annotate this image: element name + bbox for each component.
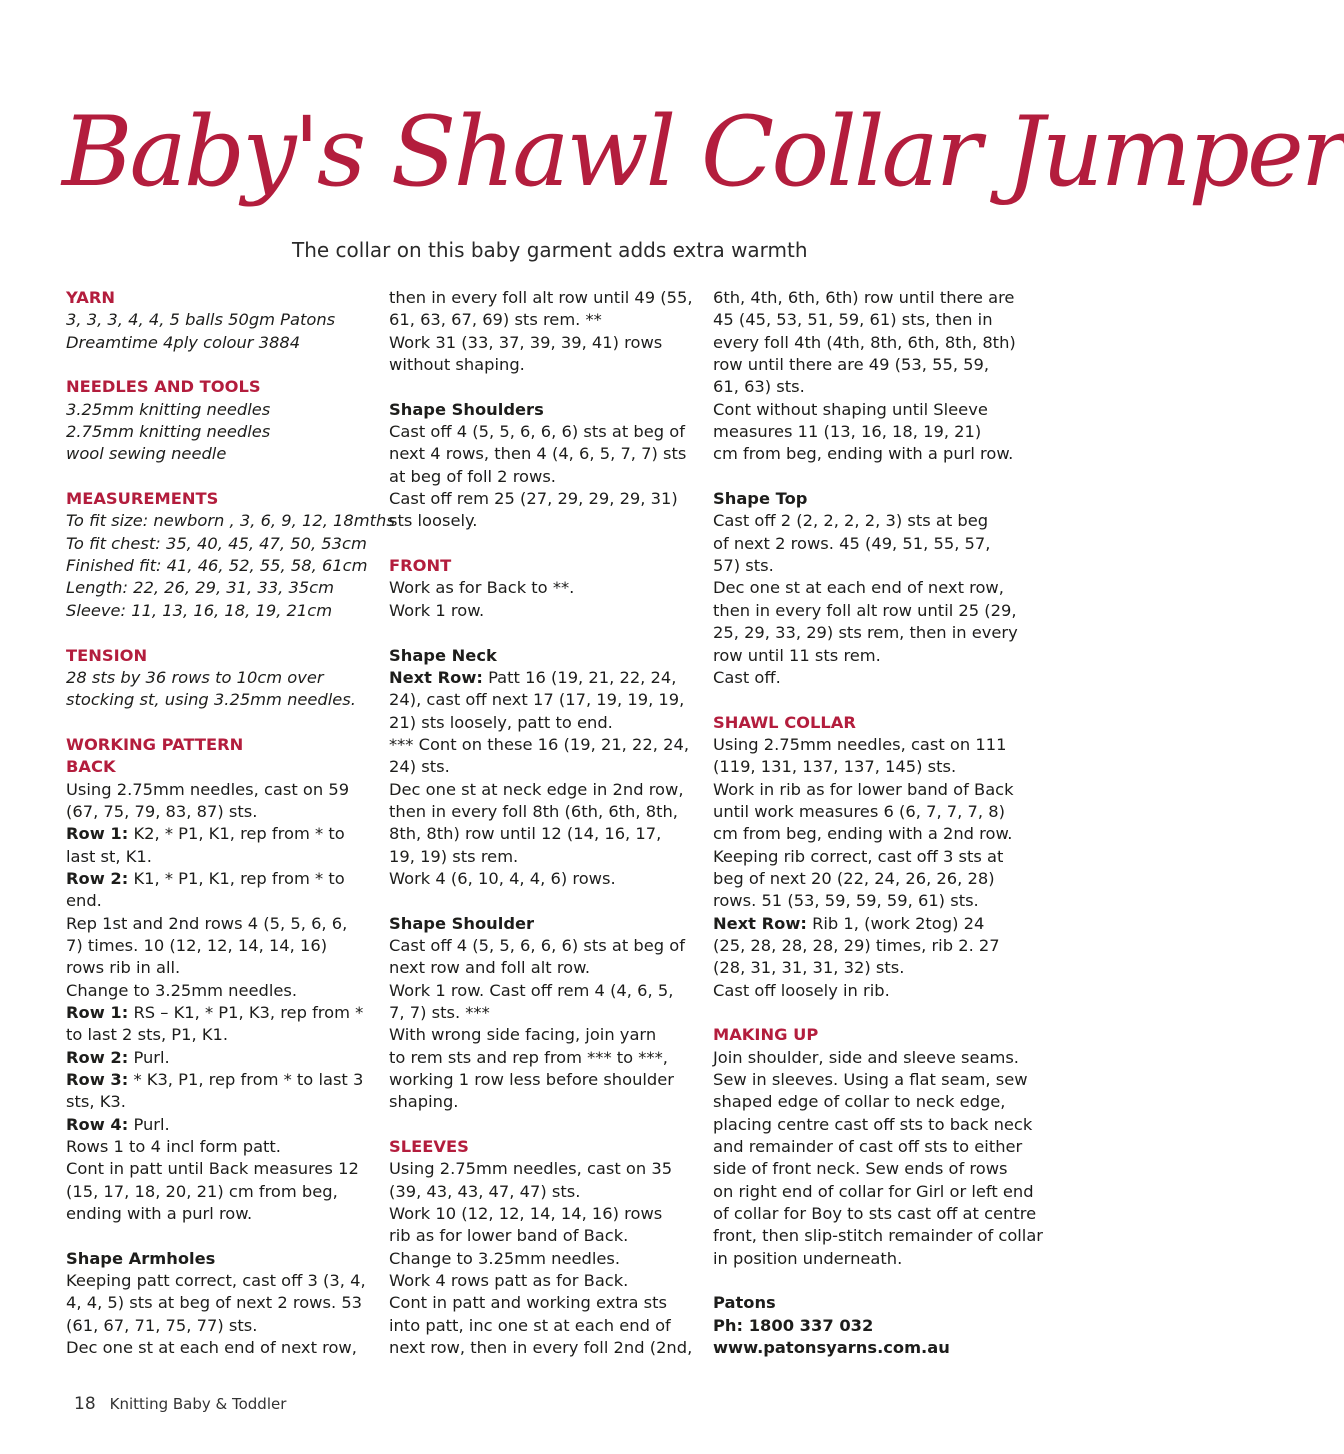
yarn-line: Dreamtime 4ply colour 3884 [66,332,301,352]
column-2 [389,287,704,1360]
needles-line: wool sewing needle [66,444,227,464]
row-label: Row 1: [66,1003,129,1022]
pattern-line: ending with a purl row. [66,1204,253,1224]
yarn-line: 3, 3, 3, 4, 4, 5 balls 50gm Patons [66,310,336,330]
page-footer [74,1394,286,1414]
pattern-line: without shaping. [389,355,525,375]
pattern-line: 7) times. 10 (12, 12, 14, 14, 16) [66,935,328,955]
row-text: K2, * P1, K1, rep from * to [128,824,345,844]
row-label: Next Row: [389,667,483,687]
working-pattern-section [66,734,386,1226]
tension-heading: TENSION [66,645,148,665]
pattern-line [66,868,386,890]
pattern-line: Work 10 (12, 12, 14, 14, 16) rows [389,1204,663,1224]
pattern-line: (39, 43, 43, 47, 47) sts. [389,1181,581,1201]
pattern-line [66,823,386,845]
pattern-line: (61, 67, 71, 75, 77) sts. [66,1315,258,1335]
pattern-line: 21) sts loosely, patt to end. [389,712,613,732]
pattern-line: row until there are 49 (53, 55, 59, [713,355,990,375]
pattern-line: into patt, inc one st at each end of [389,1315,671,1335]
pattern-line: Cont in patt until Back measures 12 [66,1159,359,1179]
pattern-line: 25, 29, 33, 29) sts rem, then in every [713,623,1018,643]
measurements-section [66,488,395,622]
tension-line: stocking st, using 3.25mm needles. [66,690,356,710]
pattern-line: Sew in sleeves. Using a flat seam, sew [713,1070,1028,1090]
shape-top-heading: Shape Top [713,489,808,509]
yarn-section [66,287,386,354]
pattern-line [66,1114,386,1136]
pattern-line: next 4 rows, then 4 (4, 6, 5, 7, 7) sts [389,444,687,464]
pattern-line: Join shoulder, side and sleeve seams. [713,1047,1019,1067]
pattern-line: Using 2.75mm needles, cast on 111 [713,734,1007,754]
pattern-line: every foll 4th (4th, 8th, 6th, 8th, 8th) [713,332,1016,352]
pattern-line: working 1 row less before shoulder [389,1070,674,1090]
pattern-line: Work in rib as for lower band of Back [713,779,1014,799]
measurements-line: Length: 22, 26, 29, 31, 33, 35cm [66,578,334,598]
pattern-line: Keeping patt correct, cast off 3 (3, 4, [66,1271,366,1291]
pattern-line: Rows 1 to 4 incl form patt. [66,1137,281,1157]
sleeves-heading: SLEEVES [389,1137,469,1157]
pattern-line: 4, 4, 5) sts at beg of next 2 rows. 53 [66,1293,363,1313]
pattern-line: rows. 51 (53, 59, 59, 59, 61) sts. [713,891,979,911]
pattern-line: side of front neck. Sew ends of rows [713,1159,1008,1179]
pattern-line: rows rib in all. [66,958,181,978]
pattern-line: sts, K3. [66,1092,126,1112]
pattern-line: cm from beg, ending with a 2nd row. [713,824,1013,844]
needles-line: 3.25mm knitting needles [66,399,271,419]
shape-shoulders-heading: Shape Shoulders [389,399,544,419]
pattern-line: on right end of collar for Girl or left end [713,1181,1034,1201]
pattern-line: 6th, 4th, 6th, 6th) row until there are [713,288,1015,307]
pattern-line: and remainder of cast off sts to either [713,1137,1023,1157]
pattern-line: Dec one st at each end of next row, [713,578,1004,598]
shape-shoulder-heading: Shape Shoulder [389,913,535,933]
front-heading: FRONT [389,556,452,576]
shape-neck-section [389,645,704,891]
pattern-line: next row, then in every foll 2nd (2nd, [389,1338,693,1358]
pattern-line: 8th, 8th) row until 12 (14, 16, 17, [389,824,662,844]
contact-section [713,1292,1028,1359]
tension-line: 28 sts by 36 rows to 10cm over [66,667,324,687]
shape-shoulders-section [389,399,704,533]
pattern-line: end. [66,891,102,911]
pattern-line: measures 11 (13, 16, 18, 19, 21) [713,422,982,442]
sleeves-continued [713,287,1028,466]
pattern-line: then in every foll 8th (6th, 6th, 8th, [389,801,678,821]
row-label: Row 3: [66,1070,129,1090]
measurements-line: To fit size: newborn , 3, 6, 9, 12, 18mths [66,511,395,531]
page-number: 18 [74,1394,96,1414]
pattern-line: 7, 7) sts. *** [389,1003,490,1022]
pattern-line: in position underneath. [713,1248,903,1268]
tension-section [66,645,386,712]
pattern-line: (15, 17, 18, 20, 21) cm from beg, [66,1181,338,1201]
column-1 [66,287,395,1360]
pattern-line: Dec one st at each end of next row, [66,1338,357,1358]
pattern-line: 24), cast off next 17 (17, 19, 19, 19, [389,690,685,710]
shape-shoulder-section [389,913,704,1114]
page-subtitle: The collar on this baby garment adds extra warmth [292,238,808,262]
pattern-line: Work 31 (33, 37, 39, 39, 41) rows [389,332,663,352]
needles-heading: NEEDLES AND TOOLS [66,377,261,397]
column-3 [713,287,1044,1360]
pattern-line: to rem sts and rep from *** to ***, [389,1047,668,1067]
yarn-heading: YARN [66,288,115,307]
pattern-line: placing centre cast off sts to back neck [713,1114,1033,1134]
pattern-line: then in every foll alt row until 49 (55, [389,288,693,307]
pattern-line: Work 1 row. Cast off rem 4 (4, 6, 5, [389,980,674,1000]
pattern-line: at beg of foll 2 rows. [389,466,556,486]
row-label: Row 4: [66,1114,129,1134]
pattern-line: 61, 63) sts. [713,377,805,397]
pattern-line [66,1002,386,1024]
pattern-line [66,1069,386,1091]
pattern-line: 24) sts. [389,757,450,777]
row-text: * K3, P1, rep from * to last 3 [128,1070,364,1090]
pattern-line: Cast off 4 (5, 5, 6, 6, 6) sts at beg of [389,935,685,955]
pattern-line: Rep 1st and 2nd rows 4 (5, 5, 6, 6, [66,913,348,933]
shape-neck-heading: Shape Neck [389,645,497,665]
working-pattern-heading: WORKING PATTERN [66,734,244,754]
measurements-line: To fit chest: 35, 40, 45, 47, 50, 53cm [66,533,367,553]
pattern-line: 61, 63, 67, 69) sts rem. ** [389,310,602,330]
pattern-line: Using 2.75mm needles, cast on 59 [66,779,350,799]
contact-name: Patons [713,1293,776,1313]
sleeves-section [389,1136,704,1359]
pattern-line: to last 2 sts, P1, K1. [66,1025,229,1045]
shawl-collar-section [713,712,1028,1002]
pattern-line: Cast off 4 (5, 5, 6, 6, 6) sts at beg of [389,422,685,442]
pattern-line: Using 2.75mm needles, cast on 35 [389,1159,673,1179]
row-text: RS – K1, * P1, K3, rep from * [128,1003,364,1022]
pattern-line: sts loosely. [389,511,478,531]
pattern-line: Cont in patt and working extra sts [389,1293,667,1313]
pattern-line [713,913,1028,935]
making-up-section [713,1024,1044,1270]
pattern-line: next row and foll alt row. [389,958,591,978]
pattern-line: then in every foll alt row until 25 (29, [713,600,1017,620]
pattern-line: Cont without shaping until Sleeve [713,399,988,419]
pattern-line: cm from beg, ending with a purl row. [713,444,1014,464]
measurements-line: Sleeve: 11, 13, 16, 18, 19, 21cm [66,600,333,620]
pattern-line: front, then slip-stitch remainder of collar [713,1226,1044,1246]
pattern-line: Work as for Back to **. [389,578,575,598]
pattern-line: Dec one st at neck edge in 2nd row, [389,779,684,799]
page-title: Baby's Shawl Collar Jumper [62,96,1344,208]
pattern-line: (28, 31, 31, 31, 32) sts. [713,958,905,978]
row-text: Rib 1, (work 2tog) 24 [806,913,985,933]
row-text: Patt 16 (19, 21, 22, 24, [482,667,677,687]
armholes-heading: Shape Armholes [66,1248,216,1268]
pattern-line: (67, 75, 79, 83, 87) sts. [66,801,258,821]
back-continued [389,287,704,376]
pattern-line: With wrong side facing, join yarn [389,1025,657,1045]
row-text: Purl. [128,1047,170,1067]
measurements-heading: MEASUREMENTS [66,489,219,509]
pattern-line: *** Cont on these 16 (19, 21, 22, 24, [389,734,689,754]
pattern-line: Cast off 2 (2, 2, 2, 2, 3) sts at beg [713,511,989,531]
pattern-line [389,667,704,689]
row-label: Row 1: [66,824,129,844]
pattern-line: Cast off loosely in rib. [713,980,890,1000]
pattern-line: shaping. [389,1092,459,1112]
needles-line: 2.75mm knitting needles [66,422,271,442]
pattern-line: 57) sts. [713,556,774,576]
pattern-line: row until 11 sts rem. [713,645,881,665]
row-text: K1, * P1, K1, rep from * to [128,868,345,888]
pattern-line: of collar for Boy to sts cast off at centre [713,1204,1037,1224]
pattern-line: Work 4 rows patt as for Back. [389,1271,629,1291]
row-label: Next Row: [713,913,807,933]
pattern-line: rib as for lower band of Back. [389,1226,629,1246]
pattern-line: of next 2 rows. 45 (49, 51, 55, 57, [713,533,991,553]
publication-name: Knitting Baby & Toddler [109,1395,287,1413]
contact-phone: Ph: 1800 337 032 [713,1315,874,1335]
pattern-line: Work 4 (6, 10, 4, 4, 6) rows. [389,868,616,888]
pattern-line: 45 (45, 53, 51, 59, 61) sts, then in [713,310,993,330]
pattern-line: beg of next 20 (22, 24, 26, 26, 28) [713,868,995,888]
pattern-line: Change to 3.25mm needles. [66,980,298,1000]
armholes-section [66,1248,386,1360]
pattern-line: 19, 19) sts rem. [389,846,519,866]
row-label: Row 2: [66,1047,129,1067]
pattern-line: Work 1 row. [389,600,485,620]
pattern-line: (25, 28, 28, 28, 29) times, rib 2. 27 [713,935,1000,955]
measurements-line: Finished fit: 41, 46, 52, 55, 58, 61cm [66,556,368,576]
row-text: Purl. [128,1114,170,1134]
pattern-line: shaped edge of collar to neck edge, [713,1092,1006,1112]
pattern-line: Cast off. [713,667,781,687]
pattern-line: Cast off rem 25 (27, 29, 29, 29, 31) [389,489,678,509]
pattern-line: until work measures 6 (6, 7, 7, 7, 8) [713,801,1005,821]
making-up-heading: MAKING UP [713,1025,819,1045]
back-heading: BACK [66,757,116,777]
row-label: Row 2: [66,868,129,888]
shawl-collar-heading: SHAWL COLLAR [713,712,856,732]
shape-top-section [713,488,1028,689]
pattern-line: last st, K1. [66,846,152,866]
pattern-line [66,1047,386,1069]
contact-website-link[interactable]: www.patonsyarns.com.au [713,1338,950,1358]
pattern-line: Change to 3.25mm needles. [389,1248,621,1268]
pattern-line: (119, 131, 137, 137, 145) sts. [713,757,957,777]
pattern-line: Keeping rib correct, cast off 3 sts at [713,846,1004,866]
front-section [389,555,704,622]
needles-section [66,376,386,465]
